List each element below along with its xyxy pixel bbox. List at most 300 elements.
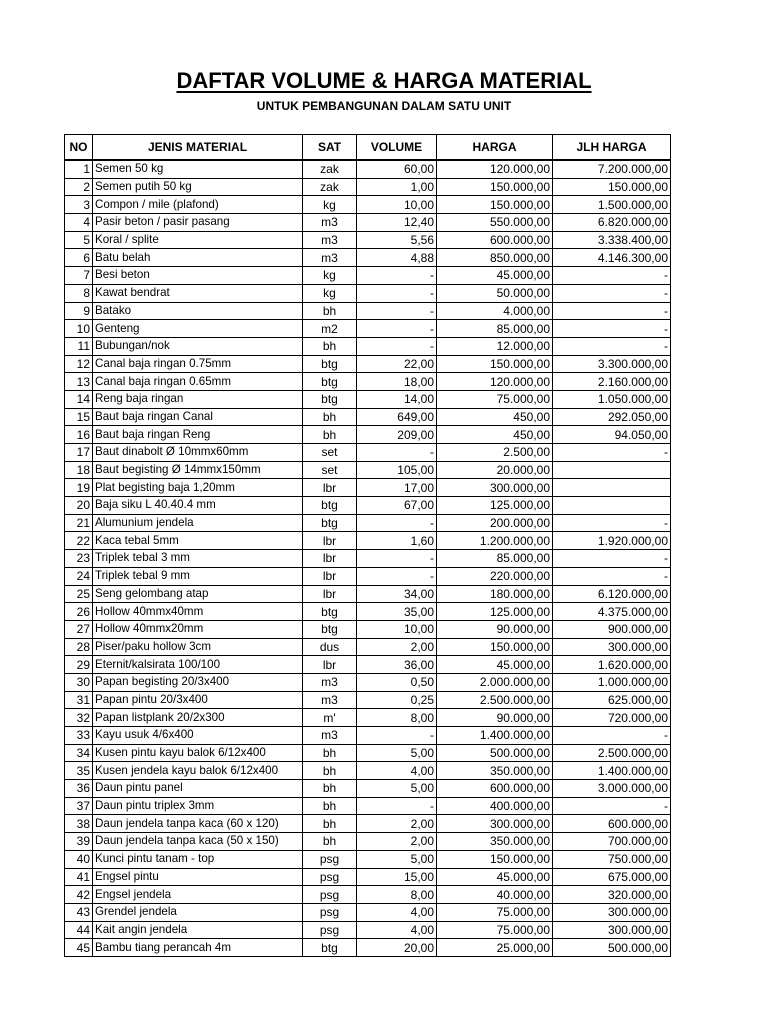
material-name: Eternit/kalsirata 100/100 xyxy=(93,656,303,674)
material-name: Alumunium jendela xyxy=(93,514,303,532)
row-number: 1 xyxy=(65,160,93,178)
table-row xyxy=(65,780,671,798)
harga: 400.000,00 xyxy=(437,797,553,815)
table-row xyxy=(65,939,671,957)
harga: 2.500,00 xyxy=(437,444,553,462)
row-number: 19 xyxy=(65,479,93,497)
harga: 85.000,00 xyxy=(437,550,553,568)
material-name: Papan listplank 20/2x300 xyxy=(93,709,303,727)
row-number: 33 xyxy=(65,727,93,745)
material-name: Reng baja ringan xyxy=(93,390,303,408)
row-number: 42 xyxy=(65,886,93,904)
volume: 4,00 xyxy=(357,921,437,939)
jlh-harga: 3.300.000,00 xyxy=(553,355,671,373)
row-number: 9 xyxy=(65,302,93,320)
row-number: 13 xyxy=(65,373,93,391)
harga: 1.400.000,00 xyxy=(437,727,553,745)
harga: 180.000,00 xyxy=(437,585,553,603)
unit: bh xyxy=(303,780,357,798)
material-name: Batako xyxy=(93,302,303,320)
material-name: Piser/paku hollow 3cm xyxy=(93,638,303,656)
unit: btg xyxy=(303,390,357,408)
table-row xyxy=(65,762,671,780)
table-row xyxy=(65,709,671,727)
header-sat: SAT xyxy=(303,135,357,161)
table-row xyxy=(65,249,671,267)
jlh-harga: 3.338.400,00 xyxy=(553,231,671,249)
unit: set xyxy=(303,461,357,479)
volume: - xyxy=(357,514,437,532)
row-number: 5 xyxy=(65,231,93,249)
material-name: Kawat bendrat xyxy=(93,284,303,302)
row-number: 16 xyxy=(65,426,93,444)
unit: kg xyxy=(303,284,357,302)
volume: 4,00 xyxy=(357,903,437,921)
unit: btg xyxy=(303,620,357,638)
row-number: 4 xyxy=(65,214,93,232)
jlh-harga: 300.000,00 xyxy=(553,921,671,939)
unit: psg xyxy=(303,868,357,886)
jlh-harga: 3.000.000,00 xyxy=(553,780,671,798)
jlh-harga: - xyxy=(553,267,671,285)
row-number: 43 xyxy=(65,903,93,921)
row-number: 30 xyxy=(65,673,93,691)
unit: bh xyxy=(303,833,357,851)
jlh-harga: 600.000,00 xyxy=(553,815,671,833)
harga: 25.000,00 xyxy=(437,939,553,957)
table-row xyxy=(65,656,671,674)
harga: 1.200.000,00 xyxy=(437,532,553,550)
unit: set xyxy=(303,444,357,462)
material-name: Genteng xyxy=(93,320,303,338)
table-row xyxy=(65,815,671,833)
unit: dus xyxy=(303,638,357,656)
volume: 1,00 xyxy=(357,178,437,196)
table-row xyxy=(65,196,671,214)
table-row xyxy=(65,479,671,497)
volume: 1,60 xyxy=(357,532,437,550)
material-name: Papan begisting 20/3x400 xyxy=(93,673,303,691)
document-title-text: DAFTAR VOLUME & HARGA MATERIAL xyxy=(176,68,592,93)
table-row xyxy=(65,921,671,939)
harga: 120.000,00 xyxy=(437,160,553,178)
jlh-harga: 675.000,00 xyxy=(553,868,671,886)
table-row xyxy=(65,603,671,621)
table-row xyxy=(65,408,671,426)
jlh-harga: 6.120.000,00 xyxy=(553,585,671,603)
jlh-harga: - xyxy=(553,514,671,532)
volume: 12,40 xyxy=(357,214,437,232)
unit: psg xyxy=(303,850,357,868)
jlh-harga: 2.160.000,00 xyxy=(553,373,671,391)
table-row xyxy=(65,320,671,338)
unit: m3 xyxy=(303,249,357,267)
row-number: 7 xyxy=(65,267,93,285)
jlh-harga: 4.375.000,00 xyxy=(553,603,671,621)
row-number: 15 xyxy=(65,408,93,426)
material-name: Semen putih 50 kg xyxy=(93,178,303,196)
row-number: 41 xyxy=(65,868,93,886)
table-row xyxy=(65,461,671,479)
harga: 300.000,00 xyxy=(437,815,553,833)
row-number: 44 xyxy=(65,921,93,939)
table-row xyxy=(65,903,671,921)
jlh-harga: 1.920.000,00 xyxy=(553,532,671,550)
material-name: Canal baja ringan 0.65mm xyxy=(93,373,303,391)
unit: m' xyxy=(303,709,357,727)
table-row xyxy=(65,267,671,285)
harga: 200.000,00 xyxy=(437,514,553,532)
table-row xyxy=(65,886,671,904)
row-number: 34 xyxy=(65,744,93,762)
volume: - xyxy=(357,267,437,285)
material-name: Plat begisting baja 1,20mm xyxy=(93,479,303,497)
unit: bh xyxy=(303,744,357,762)
harga: 150.000,00 xyxy=(437,850,553,868)
harga: 350.000,00 xyxy=(437,833,553,851)
jlh-harga: 320.000,00 xyxy=(553,886,671,904)
unit: lbr xyxy=(303,567,357,585)
harga: 40.000,00 xyxy=(437,886,553,904)
table-row xyxy=(65,550,671,568)
table-row xyxy=(65,532,671,550)
row-number: 23 xyxy=(65,550,93,568)
table-row xyxy=(65,868,671,886)
jlh-harga: - xyxy=(553,337,671,355)
row-number: 12 xyxy=(65,355,93,373)
material-name: Hollow 40mmx20mm xyxy=(93,620,303,638)
material-table xyxy=(64,134,671,957)
row-number: 45 xyxy=(65,939,93,957)
unit: bh xyxy=(303,815,357,833)
material-name: Baut begisting Ø 14mmx150mm xyxy=(93,461,303,479)
row-number: 3 xyxy=(65,196,93,214)
jlh-harga: 1.620.000,00 xyxy=(553,656,671,674)
volume: 5,00 xyxy=(357,850,437,868)
row-number: 36 xyxy=(65,780,93,798)
table-row xyxy=(65,691,671,709)
unit: m3 xyxy=(303,214,357,232)
volume: 4,00 xyxy=(357,762,437,780)
row-number: 26 xyxy=(65,603,93,621)
material-name: Compon / mile (plafond) xyxy=(93,196,303,214)
harga: 75.000,00 xyxy=(437,903,553,921)
material-name: Kayu usuk 4/6x400 xyxy=(93,727,303,745)
table-row xyxy=(65,833,671,851)
table-row xyxy=(65,178,671,196)
row-number: 14 xyxy=(65,390,93,408)
harga: 20.000,00 xyxy=(437,461,553,479)
table-row xyxy=(65,390,671,408)
row-number: 24 xyxy=(65,567,93,585)
row-number: 11 xyxy=(65,337,93,355)
row-number: 8 xyxy=(65,284,93,302)
table-row xyxy=(65,727,671,745)
harga: 220.000,00 xyxy=(437,567,553,585)
jlh-harga: 720.000,00 xyxy=(553,709,671,727)
table-row xyxy=(65,638,671,656)
unit: btg xyxy=(303,939,357,957)
row-number: 39 xyxy=(65,833,93,851)
volume: - xyxy=(357,797,437,815)
volume: 10,00 xyxy=(357,196,437,214)
harga: 45.000,00 xyxy=(437,868,553,886)
material-name: Batu belah xyxy=(93,249,303,267)
volume: 15,00 xyxy=(357,868,437,886)
unit: m2 xyxy=(303,320,357,338)
jlh-harga: 1.000.000,00 xyxy=(553,673,671,691)
unit: m3 xyxy=(303,691,357,709)
jlh-harga: 2.500.000,00 xyxy=(553,744,671,762)
volume: 14,00 xyxy=(357,390,437,408)
unit: lbr xyxy=(303,550,357,568)
harga: 150.000,00 xyxy=(437,196,553,214)
harga: 85.000,00 xyxy=(437,320,553,338)
jlh-harga: - xyxy=(553,444,671,462)
unit: bh xyxy=(303,408,357,426)
table-row xyxy=(65,744,671,762)
table-row xyxy=(65,355,671,373)
row-number: 20 xyxy=(65,497,93,515)
unit: m3 xyxy=(303,673,357,691)
volume: 5,56 xyxy=(357,231,437,249)
table-header xyxy=(65,135,671,161)
row-number: 25 xyxy=(65,585,93,603)
harga: 50.000,00 xyxy=(437,284,553,302)
harga: 120.000,00 xyxy=(437,373,553,391)
jlh-harga: 1.050.000,00 xyxy=(553,390,671,408)
material-name: Baut baja ringan Canal xyxy=(93,408,303,426)
table-row xyxy=(65,302,671,320)
material-name: Kusen pintu kayu balok 6/12x400 xyxy=(93,744,303,762)
unit: bh xyxy=(303,426,357,444)
table-row xyxy=(65,797,671,815)
harga: 45.000,00 xyxy=(437,267,553,285)
harga: 150.000,00 xyxy=(437,638,553,656)
unit: m3 xyxy=(303,231,357,249)
material-name: Hollow 40mmx40mm xyxy=(93,603,303,621)
volume: 35,00 xyxy=(357,603,437,621)
material-name: Papan pintu 20/3x400 xyxy=(93,691,303,709)
unit: btg xyxy=(303,603,357,621)
harga: 75.000,00 xyxy=(437,921,553,939)
material-name: Kait angin jendela xyxy=(93,921,303,939)
harga: 150.000,00 xyxy=(437,178,553,196)
material-name: Grendel jendela xyxy=(93,903,303,921)
unit: zak xyxy=(303,178,357,196)
material-name: Kunci pintu tanam - top xyxy=(93,850,303,868)
unit: btg xyxy=(303,373,357,391)
row-number: 6 xyxy=(65,249,93,267)
harga: 550.000,00 xyxy=(437,214,553,232)
volume: - xyxy=(357,727,437,745)
harga: 350.000,00 xyxy=(437,762,553,780)
jlh-harga: 500.000,00 xyxy=(553,939,671,957)
header-harga: HARGA xyxy=(437,135,553,161)
harga: 500.000,00 xyxy=(437,744,553,762)
unit: zak xyxy=(303,160,357,178)
jlh-harga: 1.400.000,00 xyxy=(553,762,671,780)
row-number: 38 xyxy=(65,815,93,833)
harga: 45.000,00 xyxy=(437,656,553,674)
material-name: Kaca tebal 5mm xyxy=(93,532,303,550)
volume: - xyxy=(357,567,437,585)
jlh-harga: 700.000,00 xyxy=(553,833,671,851)
volume: 60,00 xyxy=(357,160,437,178)
table-row xyxy=(65,444,671,462)
volume: 17,00 xyxy=(357,479,437,497)
table-row xyxy=(65,231,671,249)
volume: 0,50 xyxy=(357,673,437,691)
table-row xyxy=(65,426,671,444)
jlh-harga: 900.000,00 xyxy=(553,620,671,638)
row-number: 27 xyxy=(65,620,93,638)
unit: btg xyxy=(303,514,357,532)
material-name: Pasir beton / pasir pasang xyxy=(93,214,303,232)
table-row xyxy=(65,567,671,585)
volume: - xyxy=(357,302,437,320)
jlh-harga: - xyxy=(553,302,671,320)
material-name: Baut dinabolt Ø 10mmx60mm xyxy=(93,444,303,462)
table-body xyxy=(65,160,671,956)
header-no: NO xyxy=(65,135,93,161)
volume: - xyxy=(357,550,437,568)
material-name: Canal baja ringan 0.75mm xyxy=(93,355,303,373)
document-title xyxy=(0,66,768,96)
volume: - xyxy=(357,444,437,462)
jlh-harga: 94.050,00 xyxy=(553,426,671,444)
volume: 10,00 xyxy=(357,620,437,638)
harga: 90.000,00 xyxy=(437,709,553,727)
jlh-harga: 7.200.000,00 xyxy=(553,160,671,178)
volume: 209,00 xyxy=(357,426,437,444)
material-name: Kusen jendela kayu balok 6/12x400 xyxy=(93,762,303,780)
header-jlh-harga: JLH HARGA xyxy=(553,135,671,161)
header-volume: VOLUME xyxy=(357,135,437,161)
unit: lbr xyxy=(303,585,357,603)
material-name: Baja siku L 40.40.4 mm xyxy=(93,497,303,515)
unit: lbr xyxy=(303,532,357,550)
volume: 22,00 xyxy=(357,355,437,373)
jlh-harga xyxy=(553,461,671,479)
harga: 600.000,00 xyxy=(437,231,553,249)
unit: btg xyxy=(303,497,357,515)
row-number: 40 xyxy=(65,850,93,868)
harga: 125.000,00 xyxy=(437,497,553,515)
unit: bh xyxy=(303,302,357,320)
table-row xyxy=(65,514,671,532)
table-row xyxy=(65,585,671,603)
volume: - xyxy=(357,284,437,302)
jlh-harga: - xyxy=(553,284,671,302)
material-name: Triplek tebal 9 mm xyxy=(93,567,303,585)
row-number: 29 xyxy=(65,656,93,674)
volume: 0,25 xyxy=(357,691,437,709)
jlh-harga: - xyxy=(553,320,671,338)
volume: 34,00 xyxy=(357,585,437,603)
volume: 2,00 xyxy=(357,815,437,833)
row-number: 35 xyxy=(65,762,93,780)
volume: 4,88 xyxy=(357,249,437,267)
jlh-harga: 4.146.300,00 xyxy=(553,249,671,267)
harga: 600.000,00 xyxy=(437,780,553,798)
unit: kg xyxy=(303,196,357,214)
unit: lbr xyxy=(303,479,357,497)
table-row xyxy=(65,373,671,391)
jlh-harga xyxy=(553,497,671,515)
volume: - xyxy=(357,320,437,338)
table-row xyxy=(65,214,671,232)
material-name: Engsel jendela xyxy=(93,886,303,904)
document-subtitle: UNTUK PEMBANGUNAN DALAM SATU UNIT xyxy=(256,99,512,113)
material-name: Bambu tiang perancah 4m xyxy=(93,939,303,957)
harga: 125.000,00 xyxy=(437,603,553,621)
volume: 5,00 xyxy=(357,744,437,762)
harga: 300.000,00 xyxy=(437,479,553,497)
jlh-harga: 150.000,00 xyxy=(553,178,671,196)
material-name: Daun pintu panel xyxy=(93,780,303,798)
volume: 105,00 xyxy=(357,461,437,479)
row-number: 21 xyxy=(65,514,93,532)
harga: 12.000,00 xyxy=(437,337,553,355)
harga: 150.000,00 xyxy=(437,355,553,373)
volume: 5,00 xyxy=(357,780,437,798)
material-name: Koral / splite xyxy=(93,231,303,249)
harga: 90.000,00 xyxy=(437,620,553,638)
unit: psg xyxy=(303,886,357,904)
unit: psg xyxy=(303,903,357,921)
material-name: Bubungan/nok xyxy=(93,337,303,355)
harga: 2.500.000,00 xyxy=(437,691,553,709)
material-name: Daun jendela tanpa kaca (60 x 120) xyxy=(93,815,303,833)
row-number: 31 xyxy=(65,691,93,709)
jlh-harga xyxy=(553,479,671,497)
unit: m3 xyxy=(303,727,357,745)
jlh-harga: 292.050,00 xyxy=(553,408,671,426)
material-name: Triplek tebal 3 mm xyxy=(93,550,303,568)
table-row xyxy=(65,160,671,178)
jlh-harga: - xyxy=(553,567,671,585)
table-row xyxy=(65,337,671,355)
table-row xyxy=(65,850,671,868)
material-name: Baut baja ringan Reng xyxy=(93,426,303,444)
harga: 450,00 xyxy=(437,426,553,444)
harga: 450,00 xyxy=(437,408,553,426)
table-row xyxy=(65,284,671,302)
volume: 649,00 xyxy=(357,408,437,426)
volume: 20,00 xyxy=(357,939,437,957)
table-row xyxy=(65,620,671,638)
volume: 2,00 xyxy=(357,833,437,851)
material-name: Semen 50 kg xyxy=(93,160,303,178)
material-name: Daun jendela tanpa kaca (50 x 150) xyxy=(93,833,303,851)
unit: bh xyxy=(303,762,357,780)
unit: bh xyxy=(303,797,357,815)
harga: 2.000.000,00 xyxy=(437,673,553,691)
jlh-harga: - xyxy=(553,797,671,815)
volume: 36,00 xyxy=(357,656,437,674)
material-name: Daun pintu triplex 3mm xyxy=(93,797,303,815)
unit: kg xyxy=(303,267,357,285)
harga: 75.000,00 xyxy=(437,390,553,408)
jlh-harga: 300.000,00 xyxy=(553,903,671,921)
jlh-harga: 1.500.000,00 xyxy=(553,196,671,214)
material-name: Engsel pintu xyxy=(93,868,303,886)
row-number: 10 xyxy=(65,320,93,338)
row-number: 2 xyxy=(65,178,93,196)
material-name: Seng gelombang atap xyxy=(93,585,303,603)
harga: 4.000,00 xyxy=(437,302,553,320)
